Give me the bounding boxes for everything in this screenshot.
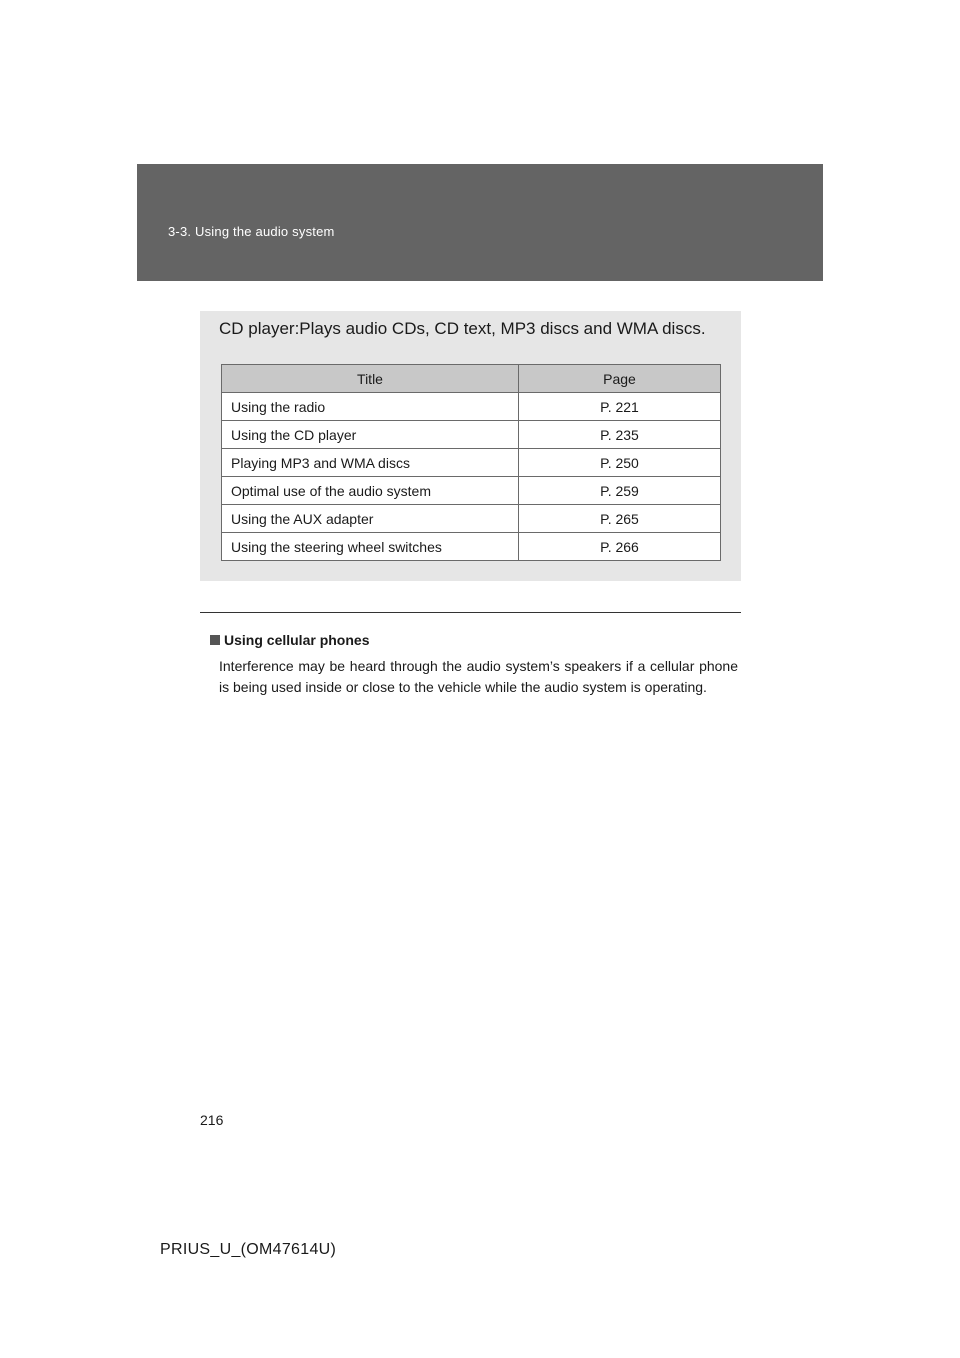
column-header-title: Title [222, 365, 519, 393]
document-code: PRIUS_U_(OM47614U) [160, 1241, 337, 1258]
row-title: Using the AUX adapter [222, 505, 519, 533]
page-number: 216 [200, 1112, 224, 1128]
table-row [222, 533, 721, 561]
row-page-ref[interactable]: P. 259 [519, 477, 721, 505]
table-row [222, 505, 721, 533]
row-title: Using the CD player [222, 421, 519, 449]
table-header-row [222, 365, 721, 393]
contents-table [221, 364, 721, 561]
cd-player-info-box [200, 311, 741, 581]
cellular-phones-note [210, 632, 738, 698]
row-page-ref[interactable]: P. 235 [519, 421, 721, 449]
row-title: Using the radio [222, 393, 519, 421]
note-heading [210, 632, 738, 648]
row-page-ref[interactable]: P. 266 [519, 533, 721, 561]
table-row [222, 477, 721, 505]
row-title: Playing MP3 and WMA discs [222, 449, 519, 477]
note-body: Interference may be heard through the audio system’s speakers if a cellular phone is being used inside or close to the vehicle while the audio system is operating. [219, 658, 738, 695]
row-page-ref[interactable]: P. 250 [519, 449, 721, 477]
column-header-page: Page [519, 365, 721, 393]
row-page-ref[interactable]: P. 265 [519, 505, 721, 533]
section-title: 3-3. Using the audio system [168, 224, 335, 239]
section-divider [200, 612, 741, 613]
square-bullet-icon [210, 635, 220, 645]
row-page-ref[interactable]: P. 221 [519, 393, 721, 421]
table-row [222, 393, 721, 421]
note-heading-text: Using cellular phones [224, 632, 370, 648]
section-header-band [137, 164, 823, 281]
table-row [222, 449, 721, 477]
row-title: Using the steering wheel switches [222, 533, 519, 561]
table-row [222, 421, 721, 449]
row-title: Optimal use of the audio system [222, 477, 519, 505]
info-box-heading: CD player:Plays audio CDs, CD text, MP3 discs and WMA discs. [219, 319, 706, 338]
